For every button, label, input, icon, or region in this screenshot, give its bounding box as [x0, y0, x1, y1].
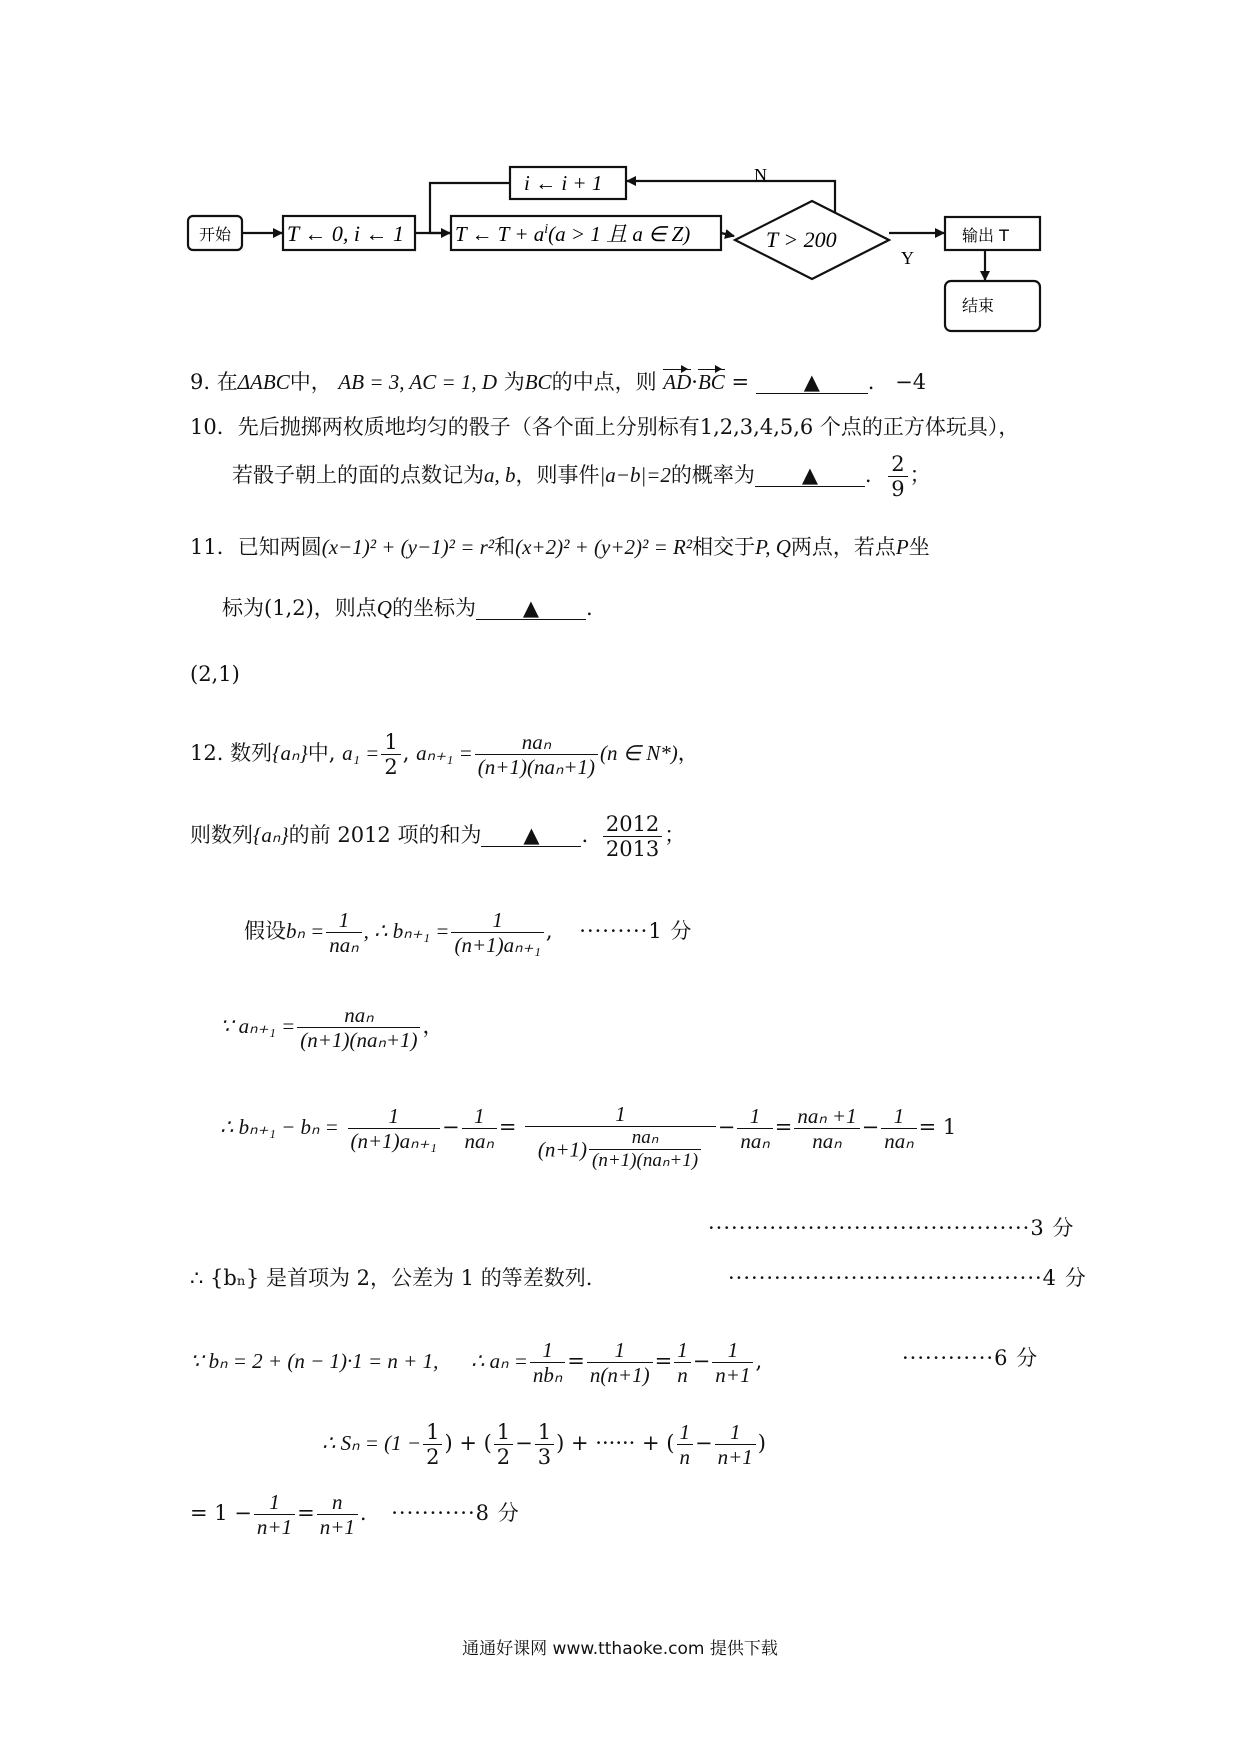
s3-frac3 [525, 1102, 716, 1172]
q12-a1-num: 1 [381, 730, 400, 755]
blank-marker: ▲ [801, 463, 818, 488]
q12-seq: {aₙ} [272, 741, 308, 766]
s3-frac3-num: 1 [525, 1102, 716, 1127]
s2-lhs: ∵ aₙ₊₁ = [220, 1014, 296, 1039]
q9-answer: −4 [895, 370, 927, 394]
solution-step-3 [220, 1104, 956, 1172]
s5-frac3-num: 1 [674, 1338, 691, 1363]
q9-triangle: ΔABC [237, 370, 290, 394]
q10-answer-num: 2 [888, 452, 907, 477]
q9-dot: · [691, 370, 698, 394]
s2-frac-num: naₙ [297, 1003, 420, 1028]
s6-frac5 [715, 1420, 756, 1469]
s1-frac2-num: 1 [451, 908, 543, 933]
q11-q: Q [376, 596, 392, 620]
s6-frac3-den: 3 [537, 1445, 552, 1470]
s5-score: ············6 分 [902, 1346, 1039, 1370]
solution-step-6 [322, 1420, 766, 1469]
q11-p: P [895, 535, 909, 559]
s6-minus-2: − [695, 1431, 713, 1456]
q12-a1-den: 2 [384, 755, 398, 780]
q12-rec-frac [475, 730, 598, 779]
yes-label: Y [901, 248, 914, 268]
q11-circle1: (x−1)² + (y−1)² = r² [321, 535, 495, 559]
q10-event: |a−b|=2 [599, 463, 671, 488]
s2-frac [297, 1003, 420, 1052]
q12-tail: ， [677, 741, 699, 766]
q12-answer-blank [481, 825, 581, 847]
s3-frac6-num: 1 [881, 1104, 916, 1129]
q12-rec-lhs: aₙ₊₁ = [416, 741, 473, 766]
question-11-line2 [222, 598, 593, 620]
no-label: N [754, 165, 767, 185]
s3-frac3-inner [589, 1127, 701, 1172]
q11-answer-blank [476, 598, 586, 620]
s6-frac2 [494, 1420, 513, 1469]
s6-ellipsis: ) + ······ + ( [556, 1431, 675, 1456]
q12-semicolon: ； [664, 823, 686, 848]
s5-frac3-den: n [677, 1363, 688, 1388]
q9-number: 9. [190, 370, 211, 394]
init-label: T ← 0, i ← 1 [287, 221, 404, 246]
q11-text-e: 坐 [908, 535, 930, 559]
q12-seq-2: {aₙ} [253, 823, 289, 848]
q12-answer-den: 2013 [605, 837, 660, 862]
s6-frac3 [535, 1420, 554, 1469]
q9-text-b: 中， [289, 370, 332, 394]
q12-text-d: 的前 2012 项的和为 [288, 823, 482, 848]
s5-frac2 [587, 1338, 653, 1387]
q9-text-c: 为 [503, 370, 525, 394]
s3-eq-2: = [774, 1115, 793, 1140]
q9-vector-ad: AD [663, 370, 692, 394]
q11-circle2: (x+2)² + (y+2)² = R² [515, 535, 693, 559]
s5-frac1-den: nbₙ [532, 1363, 563, 1388]
s7-frac2 [317, 1490, 358, 1539]
s3-eq-1: = [498, 1115, 517, 1140]
s3-end: = 1 [918, 1115, 957, 1140]
solution-step-7 [190, 1490, 520, 1539]
loop-no-path [627, 181, 835, 213]
s7-frac2-num: n [317, 1490, 358, 1515]
s3-score: ··········································3 分 [708, 1216, 1075, 1240]
s3-frac3-den-a: (n+1) [537, 1137, 588, 1162]
s3-frac2-num: 1 [462, 1104, 497, 1129]
s3-frac1-den: (n+1)aₙ₊₁ [350, 1129, 437, 1154]
blank-marker: ▲ [803, 370, 820, 394]
end-label: 结束 [962, 296, 995, 315]
s5-an: ∴ aₙ = [471, 1349, 528, 1374]
q9-period: . [867, 370, 875, 394]
increment-label: i ← i + 1 [524, 171, 603, 195]
q11-text-d: 两点，若点 [790, 535, 896, 559]
s3-minus-1: − [441, 1115, 460, 1140]
q12-a1-value [381, 730, 400, 779]
s1-bn: bₙ = [286, 919, 325, 944]
q12-rec-den: (n+1)(naₙ+1) [477, 755, 595, 780]
q11-pq: P, Q [755, 535, 791, 559]
s1-frac1-den: naₙ [329, 933, 359, 958]
q12-rec-num: naₙ [475, 730, 598, 755]
s2-frac-den: (n+1)(naₙ+1) [300, 1028, 418, 1053]
question-10-line2 [232, 452, 931, 501]
s5-frac3 [674, 1338, 691, 1387]
s5-comma: , [755, 1349, 763, 1374]
s7-period: . [359, 1501, 367, 1526]
s7-eq: = [297, 1501, 315, 1526]
s3-frac5 [794, 1104, 859, 1153]
q9-answer-blank [756, 372, 868, 394]
q11-period: . [585, 596, 593, 620]
q9-text-d: 的中点，则 [551, 370, 657, 394]
flowchart [0, 0, 1240, 340]
s6-sn: ∴ Sₙ = (1 − [322, 1431, 422, 1456]
s1-comma: , [545, 919, 553, 944]
blank-marker: ▲ [522, 596, 540, 620]
output-label: 输出 T [962, 226, 1009, 245]
s1-frac1 [326, 908, 361, 957]
q10-text-a: 若骰子朝上的面的点数记为 [232, 463, 484, 488]
s6-frac5-den: n+1 [717, 1445, 753, 1470]
s3-frac3-inner-den: (n+1)(naₙ+1) [592, 1149, 699, 1171]
q11-text-f: 标为 [222, 596, 264, 620]
s5-frac4 [712, 1338, 753, 1387]
q12-comma: , [402, 741, 410, 766]
q12-a1: a₁ = [342, 741, 380, 766]
s3-frac4 [737, 1104, 772, 1153]
s1-score: ·········1 分 [579, 919, 693, 944]
s5-frac1-num: 1 [530, 1338, 565, 1363]
s3-frac4-den: naₙ [740, 1129, 770, 1154]
question-12-line1 [190, 730, 699, 779]
q9-given: AB = 3, AC = 1, D [338, 370, 498, 394]
s3-minus-3: − [861, 1115, 880, 1140]
q12-text-c: 则数列 [190, 823, 253, 848]
q11-text-h: 的坐标为 [391, 596, 476, 620]
q12-text-b: 中, [307, 741, 336, 766]
page-footer: 通通好课网 www.tthaoke.com 提供下载 [462, 1639, 778, 1659]
s7-score: ···········8 分 [391, 1501, 520, 1526]
s3-frac1-num: 1 [348, 1104, 440, 1129]
s3-frac2-den: naₙ [464, 1129, 494, 1154]
s6-minus-1: − [515, 1431, 533, 1456]
q11-answer: (2,1) [190, 662, 240, 686]
q10-semicolon: ； [909, 463, 931, 488]
s3-frac5-num: naₙ +1 [794, 1104, 859, 1129]
s5-frac2-den: n(n+1) [589, 1363, 650, 1388]
s7-frac1-num: 1 [254, 1490, 295, 1515]
s1-frac2-den: (n+1)aₙ₊₁ [454, 933, 541, 958]
solution-step-4: ∴ {bₙ} 是首项为 2，公差为 1 的等差数列. [190, 1266, 593, 1290]
q10-answer-blank [755, 465, 865, 487]
s1-frac1-num: 1 [326, 908, 361, 933]
s3-frac2 [462, 1104, 497, 1153]
q11-text-a: 11．已知两圆 [190, 535, 322, 559]
q9-bc: BC [524, 370, 552, 394]
s1-bn1: , ∴ bₙ₊₁ = [363, 919, 450, 944]
s6-frac1-den: 2 [426, 1445, 440, 1470]
s1-frac2 [451, 908, 543, 957]
s5-minus: − [692, 1349, 711, 1374]
s6-frac4 [677, 1420, 694, 1469]
s3-frac5-den: naₙ [812, 1129, 842, 1154]
q11-text-g: ，则点 [313, 596, 377, 620]
s5-frac2-num: 1 [587, 1338, 653, 1363]
question-11-line1 [190, 537, 930, 558]
q12-text-a: 12. 数列 [190, 741, 273, 766]
question-9 [190, 372, 926, 394]
s3-frac3-den [525, 1127, 716, 1172]
question-12-line2 [190, 812, 685, 861]
s6-frac4-num: 1 [677, 1420, 694, 1445]
q11-text-c: 相交于 [692, 535, 756, 559]
q10-answer-den: 9 [891, 477, 905, 502]
s3-minus-2: − [717, 1115, 736, 1140]
s7-lhs: = 1 − [190, 1501, 252, 1526]
q11-point: (1,2) [264, 596, 314, 620]
s3-frac1 [348, 1104, 440, 1153]
s6-frac2-den: 2 [496, 1445, 511, 1470]
q10-text-b: ，则事件 [515, 463, 600, 488]
s5-bn: ∵ bₙ = 2 + (n − 1)·1 = n + 1, [190, 1349, 439, 1374]
q9-text-a: 在 [216, 370, 238, 394]
q12-period: . [581, 823, 589, 848]
s3-frac6-den: naₙ [884, 1129, 914, 1154]
s5-frac4-den: n+1 [715, 1363, 751, 1388]
s6-plus-1: ) + ( [444, 1431, 492, 1456]
q12-answer [603, 812, 662, 861]
start-label: 开始 [199, 225, 232, 244]
s6-frac1 [423, 1420, 442, 1469]
condition-label: T > 200 [766, 227, 837, 252]
blank-marker: ▲ [523, 823, 540, 848]
solution-step-2 [220, 1003, 443, 1052]
s3-frac3-inner-num: naₙ [589, 1127, 701, 1150]
s6-frac2-num: 1 [494, 1420, 513, 1445]
q10-vars: a, b [484, 463, 516, 488]
s5-frac4-num: 1 [712, 1338, 753, 1363]
q10-text-c: 的概率为 [670, 463, 755, 488]
s5-eq-1: = [567, 1349, 585, 1374]
update-label: T ← $T + a^i(a > 1$ 且 a ∈ Z) [455, 222, 691, 246]
s6-close: ) [757, 1431, 766, 1456]
solution-step-1 [244, 908, 692, 957]
q12-rec-cond: (n ∈ N*) [599, 741, 678, 766]
s7-frac1-den: n+1 [256, 1515, 293, 1540]
s3-frac6 [881, 1104, 916, 1153]
s6-frac1-num: 1 [423, 1420, 442, 1445]
s1-text: 假设 [244, 919, 286, 944]
arrow-update-decision [721, 233, 734, 236]
s5-eq-2: = [654, 1349, 673, 1374]
q10-period: . [864, 463, 872, 488]
q9-eq: = [731, 370, 750, 394]
s2-comma: ， [422, 1014, 444, 1039]
q11-text-b: 和 [494, 535, 516, 559]
s6-frac5-num: 1 [715, 1420, 756, 1445]
s3-frac4-num: 1 [737, 1104, 772, 1129]
s7-frac2-den: n+1 [319, 1515, 355, 1540]
s5-frac1 [530, 1338, 565, 1387]
solution-step-5 [190, 1338, 762, 1387]
s7-frac1 [254, 1490, 295, 1539]
question-10-line1: 10．先后抛掷两枚质地均匀的骰子（各个面上分别标有1,2,3,4,5,6 个点的正方体玩具）， [190, 415, 1020, 439]
s3-lhs: ∴ bₙ₊₁ − bₙ = [220, 1115, 339, 1140]
s6-frac3-num: 1 [535, 1420, 554, 1445]
q12-answer-num: 2012 [603, 812, 662, 837]
q10-answer [888, 452, 907, 501]
s6-frac4-den: n [679, 1445, 690, 1470]
s4-score: ·········································4 分 [728, 1266, 1087, 1290]
q9-vector-bc: BC [697, 370, 725, 394]
